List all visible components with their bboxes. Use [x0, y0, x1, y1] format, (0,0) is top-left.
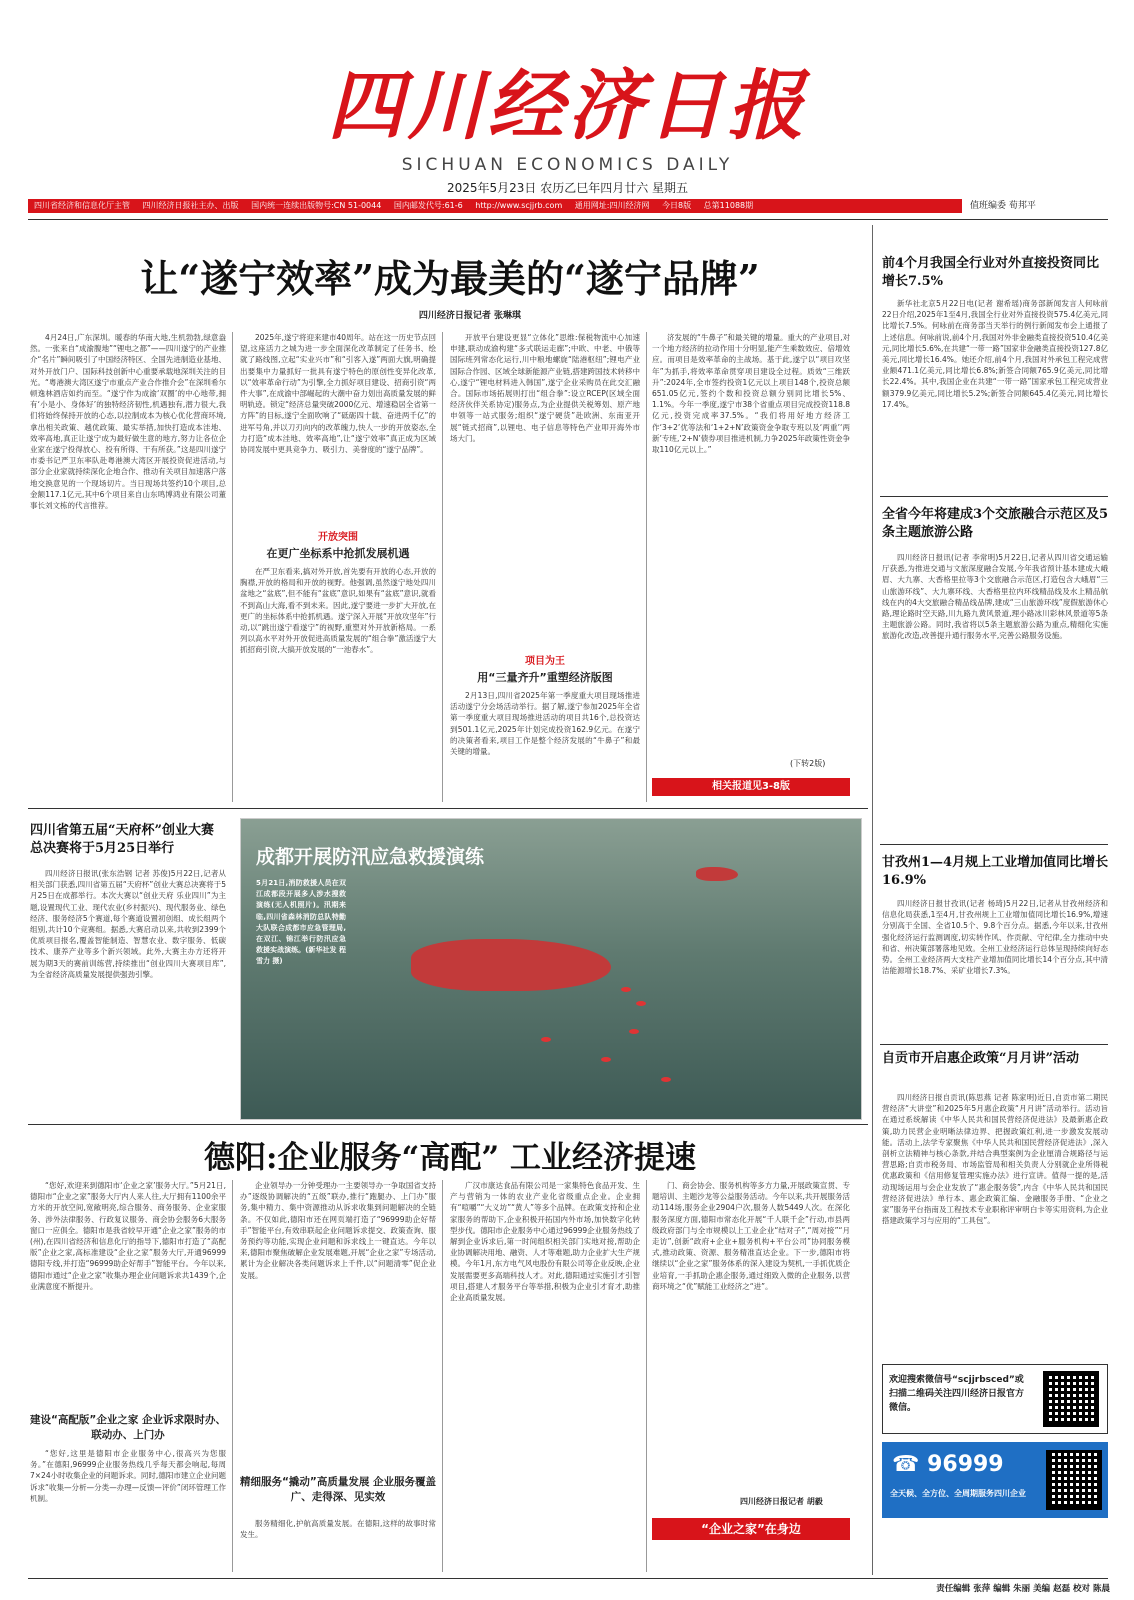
swimmer [661, 1077, 671, 1082]
english-title: SICHUAN ECONOMICS DAILY [401, 155, 734, 175]
info-item: 国内统一连续出版物号:CN 51-0044 [251, 201, 382, 210]
hotline-text: 全天候、全方位、全周期服务四川企业 [890, 1489, 1026, 1498]
tianfu-headline[interactable]: 四川省第五届“天府杯”创业大赛总决赛将于5月25日举行 [30, 823, 214, 856]
zigong-headline[interactable]: 自贡市开启惠企政策“月月讲”活动 [882, 1051, 1079, 1066]
subhead-open [240, 528, 436, 561]
subhead-text: 用“三量齐升”重塑经济版图 [477, 671, 613, 684]
hotline-number: 96999 [927, 1452, 1004, 1477]
subhead-project [450, 652, 640, 685]
tianfu-body: 四川经济日报讯(张东浩钢 记者 苏俊)5月22日,记者从相关部门获悉,四川省第五届“天府杯”创业大赛总决赛将于5月25日在成都举行。本次大赛以“创业天府 乐业四川”为主题,设置现代工业、现代农业(乡村振兴)、现代服务业、绿色经济、服务经济5个赛道,每个赛道设置初创组、成长组两个组别,共计10个竞赛组。据悉,大赛启动以来,共收到2399个优质项目报名,覆盖智能制造、智慧农业、数字服务、低碳技术、康养产业等多个新兴领域。此外,大赛主办方还将开展为期3天的赛前训练营,持续推出“创业四川大赛项目库”,为全省经济高质量发展提供强劲引擎。 [30, 869, 226, 979]
swimmer [629, 1029, 639, 1034]
divider [232, 332, 233, 802]
lead-column-3: 开放平台建设更显“立体化”思维:保税物流中心加速申建,联动成渝构建“多式联运走廊”;中欧、中老、中俄等国际班列常态化运行,川中粮地螺旋“陆港枢纽”;锂电产业国际合作园、区域全球新能源产业链,搭建跨国技术转移中心,遂宁“锂电材料进入韩国”,遂宁企业采购员在此交汇融合。国际市场拓展则打出“组合拳”:设立RCEP(区域全面经济伙伴关系协定)服务点,为企业提供关税筹划、原产地申领等一站式服务;组织“遂宁硬货”赴欧洲、东南亚开展“链式招商”,以锂电、电子信息等特色产业叩开海外市场大门。 [450, 333, 640, 443]
photo-caption: 5月21日,消防救援人员在双江成都段开展多人涉水搜救演练(无人机照片)。汛期来临,四川省森林消防总队特勤大队联合成都市应急管理局,在双江、锦江举行防汛应急救援实战演练。(新华社发 程雪力 摄) [256, 879, 346, 966]
lead-column-1: 4月24日,广东深圳。暖春的华南大地,生机勃勃,绿意盎然。一张来自“成渝腹地”“锂电之都”——四川遂宁的产业推介“名片”瞬间吸引了中国经济特区、全国先进制造业基地、对外开放门户、国际科技创新中心重要承载地深圳关注的目光。“粤港澳大湾区遂宁市重点产业合作推介会”在深圳希尔顿逸林酒店如约而至。“遂宁作为成渝‘双圈’的中心地带,拥有‘小是小、身体好’的独特经济韧性,机遇独有,潜力很大,我们将始终保持开放的心态,以拉制成本为核心优化营商环境,拿出相关政策、越优政策、最实举措,加快打造成本洼地、效率高地,真正让遂宁成为最好做生意的地方,努力让各位企业家在遂宁投得放心、投有所得、干有所获。”这是四川遂宁市委书记严卫东率队赴粤港澳大湾区开展投资促进活动,与部分企业家就持续深化企地合作、推动有关项目加速落户落地交换意见的一个现场切片。当日现场共签约10个项目,总金额117.1亿元,其中6个项目来自山东鸣博鸿业有限公司董事长刘文栋的代言推荐。 [30, 333, 226, 511]
hotline-qr-code[interactable] [1046, 1450, 1102, 1510]
divider [28, 219, 1108, 220]
divider [232, 1180, 233, 1572]
subhead-tag: 项目为王 [525, 656, 565, 667]
fdi-body: 新华社北京5月22日电(记者 谢希瑶)商务部新闻发言人何咏前22日介绍,2025年1至4月,我国全行业对外直接投资575.4亿美元,同比增长7.5%。何咏前在商务部当天举行的例行新闻发布会上通报了上述信息。何咏前说,前4个月,我国对外非金融类直接投资510.4亿美元,同比增长5.6%,在共建“一带一路”国家非金融类直接投资127.8亿美元,同比增长16.4%。她还介绍,前4个月,我国对外承包工程完成营业额471.1亿美元,同比增长6.8%;新签合同额765.9亿美元,同比增长22.4%。其中,我国企业在共建“一带一路”国家承包工程完成营业额379.9亿美元,同比增长5.2%;新签合同额645.4亿美元,同比增长17.4%。 [882, 299, 1108, 409]
divider [880, 1044, 1108, 1045]
swimmer [541, 1037, 551, 1042]
lead-column-4: 济发展的“牛鼻子”和最关键的增量。重大的产业项目,对一个地方经济的拉动作用十分明显,能产生乘数效应、倍增效应。而项目是效率革命的主战场。基于此,遂宁以“项目攻坚年”为抓手,将效率革命贯穿项目建设全过程。质效“三维跃升”:2024年,全市签约投资1亿元以上项目148个,投资总额651.05亿元,签约个数和投资总额分别同比增长5%、1.1%。今年一季度,遂宁市38个省重点项目完成投资118.8亿元,投资完成率37.5%。“我们将用好地方经济工作‘3+2’优等法和‘1+2+N’政策资金争取专班以及‘两重’‘两新’专班,‘2+N’债券项目推进机制,力争2025年政策性资金争取110亿元以上。” [652, 333, 850, 455]
divider [442, 1180, 443, 1572]
tourism-road-headline[interactable]: 全省今年将建成3个交旅融合示范区及5条主题旅游公路 [882, 507, 1109, 540]
swimmer [621, 987, 631, 992]
hotline-area [892, 1452, 1004, 1477]
deyang-headline[interactable]: 德阳:企业服务“高配” 工业经济提速 [204, 1140, 696, 1176]
publication-info-bar [28, 199, 962, 213]
photo-title: 成都开展防汛应急救援演练 [256, 846, 485, 868]
subhead-text: 在更广坐标系中抢抓发展机遇 [266, 547, 410, 560]
footer-credits: 责任编辑 张萍 编辑 朱丽 美编 赵磊 校对 陈晨 [936, 1584, 1110, 1594]
enterprise-home-banner[interactable]: “企业之家”在身边 [652, 1518, 850, 1540]
website-link[interactable]: http://www.scjjrb.com [475, 201, 563, 210]
zigong-body: 四川经济日报自贡讯(陈思燕 记者 陈家明)近日,自贡市第二期民营经济“大讲堂”和2025年5月惠企政策“月月讲”活动举行。活动旨在通过系统解读《中华人民共和国民营经济促进法》及最新惠企政策,助力民营企业明晰法律边界、把握政策红利,进一步激发发展动能。活动上,法学专家聚焦《中华人民共和国民营经济促进法》,深入剖析立法精神与核心条款,并结合典型案例为企业厘清合规路径与运营思路;自贡市税务局、市场监管局和相关负责人分别就企业所得税优惠政策和《信用修复管理实施办法》进行宣讲。值得一提的是,活动现场运用与会企业发放了“惠企服务袋”,内含《中华人民共和国民营经济促进法》单行本、惠企政策汇编、金融服务手册、“企业之家”服务平台指南及工程技术专业职称评审明白卡等实用资料,为企业搭建政策学习与应用的“工具包”。 [882, 1093, 1108, 1226]
swimmer [636, 1001, 646, 1006]
info-item: 国内邮发代号:61-6 [393, 201, 463, 210]
tourism-road-body: 四川经济日报讯(记者 李常明)5月22日,记者从四川省交通运输厅获悉,为推进交通与文旅深度融合发展,今年我省预计基本建成大峨眉、大九寨、大香格里拉等3个交旅融合示范区,打造包含大峨眉“三山旅游环线”、大九寨环线、大香格里拉内环线精品线及水上精品航线在内的4大交旅融合精品线品牌,建成“三山旅游环线”度假旅游休心路,理论路时空天路,川九路九黄风景道,理小路冰川彩林风景道等5条主题旅游公路。同时,我省将以5条主题旅游公路为重点,精细化实施旅游化改造,改善提升通行服务水平,完善公路服务设施。 [882, 553, 1108, 641]
divider [28, 1578, 1108, 1579]
hotline-banner[interactable] [882, 1442, 1108, 1518]
duty-editor: 值班编委 荀邦平 [970, 201, 1036, 211]
divider [646, 332, 647, 802]
fdi-headline[interactable]: 前4个月我国全行业对外直接投资同比增长7.5% [882, 256, 1100, 289]
lead-column-2b: 在严卫东看来,搞对外开放,首先要有开放的心态,开放的胸襟,开放的格局和开放的视野。他强调,虽然遂宁地处四川盆地之“盆底”,但不能有“盆底”意识,如果有“盆底”意识,就看不到高山大海,看不到未来。因此,遂宁要进一步扩大开放,在更广的坐标体系中抢抓机遇。遂宁深入开展“开放攻坚年”行动,以“跳出遂宁看遂宁”的视野,重塑对外开放新格局。一系列以高水平对外开放促进高质量发展的“组合拳”激活遂宁大抓招商引资,大搞开放发展的“一池春水”。 [240, 567, 436, 655]
lead-column-2: 2025年,遂宁将迎来建市40周年。站在这一历史节点回望,这座活力之城为进一步全面深化改革制定了任务书、绘就了路线图,立起“实业兴市”和“引客入遂”两面大旗,明确提出要集中力量抓好一批具有遂宁特色的原创性变异化改革,以“效率革命行动”为引擎,全力抓好项目建设、招商引资“两件大事”,在成渝中部崛起的大潮中奋力划出高质量发展的鲜明轨迹。锁定“经济总量突破2000亿元、增速稳居全省第一方阵”的目标,遂宁全面吹响了“砥砺四十载、奋进两千亿”的进军号角,并以刀刃向内的改革魄力,快人一步的开放姿态,全力打造“成本洼地、效率高地”,让“遂宁效率”真正成为区域协同发展中更具竞争力、吸引力、美誉度的“遂宁品牌”。 [240, 333, 436, 455]
divider [442, 332, 443, 802]
info-item: 四川省经济和信息化厅主管 [34, 201, 130, 210]
divider [872, 225, 873, 1575]
wechat-qr-code[interactable] [1043, 1371, 1099, 1427]
deyang-column-4: 门、商会协会、服务机构等多方力量,开展政策宣贯、专题培训、主题沙龙等公益服务活动。今年以来,共开展服务活动114场,服务企业2904户次,服务人数5449人次。在深化服务深度方面,德阳市常态化开展“千人联千企”行动,市县两级政府部门与全市规模以上工业企业“结对子”,“周对接”“月走访”,创新“政府+企业+服务机构+平台公司”协同服务模式,推动政策、资源、服务精准直达企业。下一步,德阳市将继续以“企业之家”服务体系的深入建设为契机,一手抓优质企业培育,一手抓助企惠企服务,通过细致入微的企业服务,以营商环境之“优”赋能工业经济之“进”。 [652, 1181, 850, 1291]
wechat-text: 欢迎搜索微信号“scjjrbsced”或扫描二维码关注四川经济日报官方微信。 [889, 1375, 1025, 1413]
deyang-column-1: “您好,欢迎来到德阳市‘企业之家’服务大厅。”5月21日,德阳市“企业之家”服务大厅内人来人往,大厅拥有1100余平方米的开放空间,宽敞明亮,综合服务、商务服务、企业家服务、涉外法律服务、行政复议服务、商会协会服务6大服务窗口一应俱全。德阳市是我省较早开通“企业之家”服务的市(州),在四川省经济和信息化厅的指导下,德阳市打造了“高配版”企业之家,高标准建设“企业之家”服务大厅,开通96999德阳专线,并打造“96999助企好帮手”智能平台。今年以来,德阳市通过“企业之家”收集办理企业问题诉求共1439个,企业满意度不断提升。 [30, 1181, 226, 1291]
deyang-byline: 四川经济日报记者 胡毅 [740, 1497, 823, 1506]
deyang-column-2b: 服务精细化,护航高质量发展。在德阳,这样的故事时常发生。 [240, 1519, 436, 1540]
info-item: 总第11088期 [703, 201, 754, 210]
swimmer [601, 1057, 611, 1062]
issue-date: 2025年5月23日 农历乙巳年四月廿六 星期五 [446, 181, 689, 195]
info-item: 通用网址:四川经济网 [574, 201, 650, 210]
newspaper-logo: 四川经济日报 [327, 61, 808, 150]
ganzi-body: 四川经济日报甘孜讯(记者 杨琦)5月22日,记者从甘孜州经济和信息化局获悉,1至4月,甘孜州规上工业增加值同比增长16.9%,增速分别高于全国、全省10.5个、9.8个百分点。据悉,今年以来,甘孜州强化经济运行监测调度,切实转作风、作贡献、守纪律,全力推动中央和省、州决策部署落地见效。全州工业经济运行总体呈现持续向好态势。全州工业经济两大支柱产业增加值同比增长14个百分点,其中清洁能源增长18.7%、采矿业增长7.3%。 [882, 899, 1108, 976]
subhead-tag: 开放突围 [318, 532, 358, 543]
divider [646, 1180, 647, 1572]
divider [880, 496, 1108, 497]
deyang-subhead-1: 建设“高配版”企业之家 企业诉求限时办、联动办、上门办 [30, 1414, 226, 1441]
divider [880, 844, 1108, 845]
divider [28, 1124, 868, 1125]
info-item: 今日8版 [662, 201, 692, 210]
deyang-subhead-2: 精细服务“撬动”高质量发展 企业服务覆盖广、走得深、见实效 [240, 1476, 436, 1503]
phone-icon: ☎ [892, 1452, 920, 1477]
lead-headline[interactable]: 让“遂宁效率”成为最美的“遂宁品牌” [140, 256, 760, 301]
rescue-boat [411, 939, 611, 991]
deyang-column-2: 企业领导办一分钟受理办一主要领导办一争取国省支持办”逐级协调解决的“五级”联办,推行“跑腿办、上门办”服务,集中精力、集中资源推动从诉求收集到问题解决的全链条。不仅如此,德阳市还在网页端打造了“96999助企好帮手”智能平台,有效串联起企业问题诉求提交、政策查询、服务预约等功能,实现企业问题和诉求线上一键直达。今年以来,德阳市聚焦破解企业发展难题,开展“企业之家”专场活动,累计为企业解决各类问题诉求上千件,以“问题清零”促企业发展。 [240, 1181, 436, 1280]
divider [28, 808, 868, 809]
lead-byline: 四川经济日报记者 张琳琪 [418, 311, 522, 321]
deyang-column-1b: “您好,这里是德阳市企业服务中心,很高兴为您服务。”在德阳,96999企业服务热线几乎每天都会响起,每周7×24小时收集企业的问题诉求。同时,德阳市建立企业问题诉求“收集—分析—分类—办理—反馈—评价”闭环管理工作机制。 [30, 1449, 226, 1503]
related-reports-banner[interactable]: 相关报道见3-8版 [652, 778, 850, 796]
deyang-column-3: 广汉市康达食品有限公司是一家集特色食品开发、生产与营销为一体的农业产业化省级重点企业。企业拥有“喧嚼”“大义坊”“黄人”等多个品牌。在政策支持和企业家服务的帮助下,企业积极开拓国内外市场,加快数字化转型步伐。德阳市企业服务中心通过96999企业服务热线了解到企业诉求后,第一时间组织相关部门实地对接,帮助企业协调解决用地、融资、人才等难题,助力企业扩大生产规模。今年1月,东方电气风电股份有限公司等企业反映,企业发展需要更多高端科技人才。对此,德阳通过实施引才引智项目,搭建人才服务平台等举措,积极为企业引才育才,助推企业高质量发展。 [450, 1181, 640, 1303]
info-item: 四川经济日报社主办、出版 [142, 201, 239, 210]
ganzi-headline[interactable]: 甘孜州1—4月规上工业增加值同比增长16.9% [882, 855, 1109, 888]
rescue-boat [696, 867, 738, 881]
lead-column-3b: 2月13日,四川省2025年第一季度重大项目现场推进活动遂宁分会场活动举行。据了解,遂宁参加2025年全省第一季度重大项目现场推进活动的项目共16个,总投资达到501.1亿元,2025年计划完成投资162.9亿元。在遂宁的决策者看来,项目工作是整个经济发展的“牛鼻子”和最关键的增量。 [450, 691, 640, 757]
wechat-box [882, 1364, 1108, 1434]
continued-note: (下转2版) [790, 759, 826, 768]
